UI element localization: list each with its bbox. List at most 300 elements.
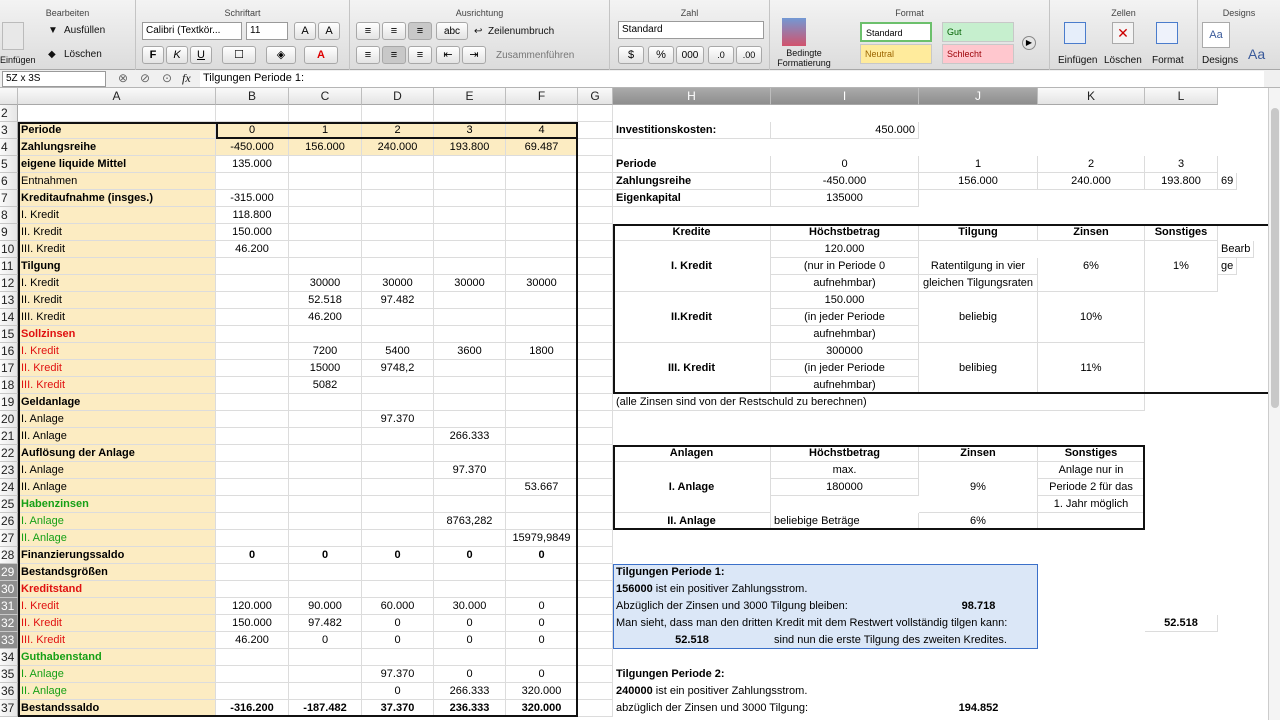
data-cell[interactable]: [362, 224, 434, 241]
data-cell[interactable]: 46.200: [289, 309, 362, 326]
cell-l32[interactable]: 52.518: [1145, 615, 1218, 632]
kredite-header[interactable]: Höchstbetrag: [771, 224, 919, 241]
row-header[interactable]: 33: [0, 632, 18, 649]
row-header[interactable]: 5: [0, 156, 18, 173]
empty-cell[interactable]: [578, 479, 613, 496]
data-cell[interactable]: [434, 360, 506, 377]
hoechstbetrag-note[interactable]: aufnehmbar): [771, 326, 919, 343]
tilgung-line[interactable]: sind nun die erste Tilgung des zweiten Kredites.: [774, 634, 1007, 646]
row-label[interactable]: Bestandssaldo: [18, 700, 216, 717]
data-cell[interactable]: 97.482: [289, 615, 362, 632]
empty-cell[interactable]: [578, 224, 613, 241]
empty-cell[interactable]: [578, 173, 613, 190]
number-format-select[interactable]: Standard: [618, 21, 764, 39]
data-cell[interactable]: 0: [216, 547, 289, 564]
indent-decrease-icon[interactable]: ⇤: [436, 46, 460, 64]
row-label[interactable]: I. Kredit: [18, 598, 216, 615]
data-cell[interactable]: [362, 105, 434, 122]
invest-value[interactable]: 450.000: [771, 122, 919, 139]
data-cell[interactable]: [434, 581, 506, 598]
row-header[interactable]: 21: [0, 428, 18, 445]
vertical-scrollbar[interactable]: [1268, 88, 1280, 720]
data-cell[interactable]: [506, 292, 578, 309]
row-header[interactable]: 32: [0, 615, 18, 632]
data-cell[interactable]: 135.000: [216, 156, 289, 173]
row-label[interactable]: II. Kredit: [18, 615, 216, 632]
row-label[interactable]: II. Anlage: [18, 683, 216, 700]
row-header[interactable]: 10: [0, 241, 18, 258]
periode-cell[interactable]: 3: [1145, 156, 1218, 173]
data-cell[interactable]: [434, 649, 506, 666]
row-label[interactable]: [18, 105, 216, 122]
data-cell[interactable]: [362, 173, 434, 190]
sonstiges[interactable]: Anlage nur in: [1038, 462, 1145, 479]
row-label[interactable]: Guthabenstand: [18, 649, 216, 666]
data-cell[interactable]: -187.482: [289, 700, 362, 717]
data-cell[interactable]: [216, 377, 289, 394]
data-cell[interactable]: [289, 156, 362, 173]
increase-decimal-icon[interactable]: .0: [708, 46, 734, 64]
data-cell[interactable]: [506, 377, 578, 394]
periode-label[interactable]: Periode: [613, 156, 771, 173]
data-cell[interactable]: 120.000: [216, 598, 289, 615]
data-cell[interactable]: 266.333: [434, 683, 506, 700]
empty-cell[interactable]: [578, 241, 613, 258]
row-header[interactable]: 9: [0, 224, 18, 241]
zahlungsreihe-label[interactable]: Zahlungsreihe: [613, 173, 771, 190]
data-cell[interactable]: [362, 241, 434, 258]
empty-cell[interactable]: [578, 326, 613, 343]
row-label[interactable]: Kreditstand: [18, 581, 216, 598]
underline-button[interactable]: U: [190, 46, 212, 64]
data-cell[interactable]: 0: [434, 615, 506, 632]
zahlungsreihe-cell[interactable]: 193.800: [1145, 173, 1218, 190]
row-label[interactable]: I. Kredit: [18, 343, 216, 360]
empty-cell[interactable]: [578, 683, 613, 700]
data-cell[interactable]: 90.000: [289, 598, 362, 615]
row-header[interactable]: 26: [0, 513, 18, 530]
function-wizard-icon[interactable]: ⊙: [162, 71, 173, 85]
column-header[interactable]: L: [1145, 88, 1218, 105]
empty-cell[interactable]: [578, 547, 613, 564]
tilgung-line[interactable]: [613, 683, 1033, 700]
merge-button[interactable]: Zusammenführen: [496, 50, 575, 61]
data-cell[interactable]: [289, 462, 362, 479]
row-label[interactable]: Kreditaufnahme (insges.): [18, 190, 216, 207]
row-header[interactable]: 35: [0, 666, 18, 683]
kredite-header[interactable]: Sonstiges: [1145, 224, 1218, 241]
clear-button[interactable]: Löschen: [64, 49, 102, 60]
data-cell[interactable]: [289, 513, 362, 530]
data-cell[interactable]: [289, 445, 362, 462]
row-header[interactable]: 36: [0, 683, 18, 700]
data-cell[interactable]: 5082: [289, 377, 362, 394]
data-cell[interactable]: [434, 105, 506, 122]
tilgung-title[interactable]: Tilgungen Periode 2:: [616, 668, 725, 680]
wrap-button[interactable]: Zeilenumbruch: [488, 26, 555, 37]
data-cell[interactable]: [289, 411, 362, 428]
data-cell[interactable]: [506, 207, 578, 224]
zinsen[interactable]: 6%: [919, 513, 1038, 530]
column-header[interactable]: C: [289, 88, 362, 105]
bold-button[interactable]: F: [142, 46, 164, 64]
conditional-format-button[interactable]: Bedingte Formatierung: [777, 48, 831, 68]
sonstiges-cut[interactable]: Bearb: [1218, 241, 1254, 258]
tilgung-line[interactable]: abzüglich der Zinsen und 3000 Tilgung:: [616, 702, 809, 714]
row-header[interactable]: 27: [0, 530, 18, 547]
data-cell[interactable]: [289, 428, 362, 445]
align-top-icon[interactable]: ≡: [356, 22, 380, 40]
data-cell[interactable]: [506, 360, 578, 377]
empty-cell[interactable]: [578, 700, 613, 717]
data-cell[interactable]: 53.667: [506, 479, 578, 496]
row-header[interactable]: 4: [0, 139, 18, 156]
data-cell[interactable]: 1800: [506, 343, 578, 360]
data-cell[interactable]: 97.370: [362, 666, 434, 683]
data-cell[interactable]: [506, 411, 578, 428]
empty-cell[interactable]: [578, 411, 613, 428]
data-cell[interactable]: [216, 309, 289, 326]
data-cell[interactable]: [434, 258, 506, 275]
data-cell[interactable]: [216, 683, 289, 700]
hoechstbetrag-note[interactable]: (nur in Periode 0: [771, 258, 919, 275]
data-cell[interactable]: [362, 428, 434, 445]
data-cell[interactable]: [216, 292, 289, 309]
anlagen-header[interactable]: Zinsen: [919, 445, 1038, 462]
row-header[interactable]: 11: [0, 258, 18, 275]
data-cell[interactable]: [289, 105, 362, 122]
row-header[interactable]: 2: [0, 105, 18, 122]
empty-cell[interactable]: [578, 207, 613, 224]
paste-button[interactable]: Einfügen: [0, 55, 36, 65]
periode-cell[interactable]: 0: [771, 156, 919, 173]
zinsen[interactable]: 11%: [1038, 343, 1145, 394]
data-cell[interactable]: 9748,2: [362, 360, 434, 377]
data-cell[interactable]: 150.000: [216, 615, 289, 632]
tilgung-text[interactable]: gleichen Tilgungsraten: [919, 275, 1038, 292]
empty-cell[interactable]: [578, 445, 613, 462]
data-cell[interactable]: [506, 224, 578, 241]
data-cell[interactable]: [506, 105, 578, 122]
anlage-name[interactable]: I. Anlage: [613, 462, 771, 513]
column-header[interactable]: D: [362, 88, 434, 105]
format-cells-button[interactable]: Format: [1152, 55, 1184, 66]
data-cell[interactable]: [434, 445, 506, 462]
invest-label[interactable]: Investitionskosten:: [613, 122, 771, 139]
data-cell[interactable]: 1: [289, 122, 362, 139]
fonts-theme-icon[interactable]: Aa: [1248, 46, 1266, 62]
hoechstbetrag-note[interactable]: (in jeder Periode: [771, 309, 919, 326]
empty-cell[interactable]: [578, 190, 613, 207]
data-cell[interactable]: [289, 683, 362, 700]
data-cell[interactable]: 0: [506, 598, 578, 615]
row-label[interactable]: I. Anlage: [18, 666, 216, 683]
data-cell[interactable]: 5400: [362, 343, 434, 360]
row-label[interactable]: II. Kredit: [18, 360, 216, 377]
data-cell[interactable]: [506, 394, 578, 411]
data-cell[interactable]: [216, 326, 289, 343]
data-cell[interactable]: 320.000: [506, 700, 578, 717]
data-cell[interactable]: 0: [506, 666, 578, 683]
hoechstbetrag[interactable]: 300000: [771, 343, 919, 360]
hoechstbetrag[interactable]: max.: [771, 462, 919, 479]
data-cell[interactable]: -450.000: [216, 139, 289, 156]
empty-cell[interactable]: [578, 122, 613, 139]
data-cell[interactable]: [216, 513, 289, 530]
zahlungsreihe-cell[interactable]: 240.000: [1038, 173, 1145, 190]
more-styles-icon[interactable]: ▶: [1022, 36, 1036, 50]
data-cell[interactable]: [362, 462, 434, 479]
sonstiges[interactable]: 1. Jahr möglich: [1038, 496, 1145, 513]
data-cell[interactable]: [362, 581, 434, 598]
row-label[interactable]: Auflösung der Anlage: [18, 445, 216, 462]
column-header[interactable]: I: [771, 88, 919, 105]
data-cell[interactable]: [289, 394, 362, 411]
data-cell[interactable]: 97.482: [362, 292, 434, 309]
insert-cells-button[interactable]: Einfügen: [1058, 55, 1098, 66]
data-cell[interactable]: [289, 564, 362, 581]
row-header[interactable]: 31: [0, 598, 18, 615]
data-cell[interactable]: [362, 377, 434, 394]
column-header[interactable]: A: [18, 88, 216, 105]
data-cell[interactable]: [434, 377, 506, 394]
row-header[interactable]: 13: [0, 292, 18, 309]
periode-cell[interactable]: 2: [1038, 156, 1145, 173]
data-cell[interactable]: [362, 326, 434, 343]
data-cell[interactable]: [434, 411, 506, 428]
empty-cell[interactable]: [578, 428, 613, 445]
data-cell[interactable]: [506, 156, 578, 173]
data-cell[interactable]: 97.370: [362, 411, 434, 428]
data-cell[interactable]: 60.000: [362, 598, 434, 615]
empty-cell[interactable]: [578, 513, 613, 530]
row-label[interactable]: Sollzinsen: [18, 326, 216, 343]
row-header[interactable]: 34: [0, 649, 18, 666]
data-cell[interactable]: [434, 309, 506, 326]
data-cell[interactable]: [362, 530, 434, 547]
row-header[interactable]: 22: [0, 445, 18, 462]
data-cell[interactable]: [216, 479, 289, 496]
column-header[interactable]: E: [434, 88, 506, 105]
data-cell[interactable]: [506, 649, 578, 666]
empty-cell[interactable]: [578, 360, 613, 377]
row-label[interactable]: II. Kredit: [18, 224, 216, 241]
data-cell[interactable]: [506, 445, 578, 462]
row-header[interactable]: 14: [0, 309, 18, 326]
anlagen-header[interactable]: Anlagen: [613, 445, 771, 462]
column-header[interactable]: F: [506, 88, 578, 105]
column-header[interactable]: J: [919, 88, 1038, 105]
empty-cell[interactable]: [578, 530, 613, 547]
data-cell[interactable]: [289, 173, 362, 190]
data-cell[interactable]: [289, 207, 362, 224]
data-cell[interactable]: -316.200: [216, 700, 289, 717]
data-cell[interactable]: [434, 190, 506, 207]
data-cell[interactable]: 46.200: [216, 632, 289, 649]
empty-cell[interactable]: [578, 309, 613, 326]
data-cell[interactable]: [506, 173, 578, 190]
data-cell[interactable]: [362, 649, 434, 666]
row-label[interactable]: I. Anlage: [18, 411, 216, 428]
row-label[interactable]: II. Anlage: [18, 479, 216, 496]
data-cell[interactable]: 0: [289, 632, 362, 649]
data-cell[interactable]: 266.333: [434, 428, 506, 445]
data-cell[interactable]: 118.800: [216, 207, 289, 224]
column-header[interactable]: H: [613, 88, 771, 105]
empty-cell[interactable]: [578, 275, 613, 292]
tilgung-line[interactable]: Man sieht, dass man den dritten Kredit mit dem Restwert vollständig tilgen kann:: [616, 617, 1008, 629]
name-box[interactable]: 5Z x 3S: [2, 71, 106, 87]
data-cell[interactable]: [289, 581, 362, 598]
row-header[interactable]: 17: [0, 360, 18, 377]
empty-cell[interactable]: [578, 598, 613, 615]
data-cell[interactable]: [362, 564, 434, 581]
row-header[interactable]: 37: [0, 700, 18, 717]
data-cell[interactable]: [506, 513, 578, 530]
data-cell[interactable]: [362, 190, 434, 207]
indent-increase-icon[interactable]: ⇥: [462, 46, 486, 64]
periode-cell[interactable]: 1: [919, 156, 1038, 173]
thousands-button[interactable]: 000: [676, 46, 704, 64]
align-center-icon[interactable]: ≡: [382, 46, 406, 64]
data-cell[interactable]: [434, 394, 506, 411]
empty-cell[interactable]: [578, 156, 613, 173]
tilgung-text[interactable]: belibieg: [919, 343, 1038, 394]
data-cell[interactable]: [289, 479, 362, 496]
data-cell[interactable]: [362, 496, 434, 513]
data-cell[interactable]: [434, 530, 506, 547]
style-neutral[interactable]: Neutral: [860, 44, 932, 64]
data-cell[interactable]: -315.000: [216, 190, 289, 207]
hoechstbetrag-note[interactable]: aufnehmbar): [771, 275, 919, 292]
data-cell[interactable]: [216, 666, 289, 683]
row-label[interactable]: I. Anlage: [18, 462, 216, 479]
empty-cell[interactable]: [578, 343, 613, 360]
row-label[interactable]: Tilgung: [18, 258, 216, 275]
data-cell[interactable]: [434, 173, 506, 190]
hoechstbetrag-note[interactable]: (in jeder Periode: [771, 360, 919, 377]
empty-cell[interactable]: [578, 292, 613, 309]
data-cell[interactable]: [216, 530, 289, 547]
row-header[interactable]: 8: [0, 207, 18, 224]
font-color-button[interactable]: A: [304, 46, 338, 64]
column-header[interactable]: B: [216, 88, 289, 105]
data-cell[interactable]: [216, 173, 289, 190]
data-cell[interactable]: [289, 241, 362, 258]
row-header[interactable]: 19: [0, 394, 18, 411]
data-cell[interactable]: [289, 666, 362, 683]
align-right-icon[interactable]: ≡: [408, 46, 432, 64]
currency-icon[interactable]: $: [618, 46, 644, 64]
scrollbar-thumb[interactable]: [1271, 108, 1279, 408]
data-cell[interactable]: 2: [362, 122, 434, 139]
data-cell[interactable]: [216, 649, 289, 666]
decrease-decimal-icon[interactable]: .00: [736, 46, 762, 64]
shrink-font-button[interactable]: A: [318, 22, 340, 40]
footnote[interactable]: (alle Zinsen sind von der Restschuld zu berechnen): [613, 394, 1145, 411]
data-cell[interactable]: 3: [434, 122, 506, 139]
sonstiges-cut[interactable]: ge: [1218, 258, 1237, 275]
row-label[interactable]: Finanzierungssaldo: [18, 547, 216, 564]
zahlungsreihe-cell[interactable]: 69: [1218, 173, 1237, 190]
hoechstbetrag[interactable]: 150.000: [771, 292, 919, 309]
data-cell[interactable]: 37.370: [362, 700, 434, 717]
data-cell[interactable]: [434, 326, 506, 343]
data-cell[interactable]: 15000: [289, 360, 362, 377]
hoechstbetrag[interactable]: beliebige Beträge: [771, 513, 919, 530]
data-cell[interactable]: 52.518: [289, 292, 362, 309]
row-label[interactable]: I. Kredit: [18, 275, 216, 292]
anlagen-header[interactable]: Höchstbetrag: [771, 445, 919, 462]
data-cell[interactable]: [506, 258, 578, 275]
data-cell[interactable]: [434, 207, 506, 224]
empty-cell[interactable]: [578, 139, 613, 156]
row-label[interactable]: Zahlungsreihe: [18, 139, 216, 156]
themes-icon[interactable]: Aa: [1202, 22, 1230, 48]
zinsen[interactable]: 6%: [1038, 241, 1145, 292]
select-all-corner[interactable]: [0, 88, 18, 105]
data-cell[interactable]: 46.200: [216, 241, 289, 258]
eigenkapital-label[interactable]: Eigenkapital: [613, 190, 771, 207]
sonstiges[interactable]: Periode 2 für das: [1038, 479, 1145, 496]
data-cell[interactable]: [216, 581, 289, 598]
orientation-button[interactable]: abc: [436, 22, 468, 40]
data-cell[interactable]: [434, 292, 506, 309]
data-cell[interactable]: [216, 411, 289, 428]
row-header[interactable]: 29: [0, 564, 18, 581]
row-header[interactable]: 15: [0, 326, 18, 343]
confirm-icon[interactable]: ⊘: [140, 71, 151, 85]
row-header[interactable]: 24: [0, 479, 18, 496]
data-cell[interactable]: 0: [362, 615, 434, 632]
anlagen-header[interactable]: Sonstiges: [1038, 445, 1145, 462]
kredite-header[interactable]: Tilgung: [919, 224, 1038, 241]
data-cell[interactable]: 0: [289, 547, 362, 564]
data-cell[interactable]: [289, 190, 362, 207]
data-cell[interactable]: 4: [506, 122, 578, 139]
data-cell[interactable]: [216, 496, 289, 513]
empty-cell[interactable]: [578, 666, 613, 683]
zahlungsreihe-cell[interactable]: 156.000: [919, 173, 1038, 190]
kredite-header[interactable]: Kredite: [613, 224, 771, 241]
hoechstbetrag-note[interactable]: aufnehmbar): [771, 377, 919, 394]
data-cell[interactable]: [289, 258, 362, 275]
data-cell[interactable]: [289, 224, 362, 241]
style-schlecht[interactable]: Schlecht: [942, 44, 1014, 64]
empty-cell[interactable]: [578, 564, 613, 581]
data-cell[interactable]: 240.000: [362, 139, 434, 156]
data-cell[interactable]: 320.000: [506, 683, 578, 700]
tilgung-value[interactable]: 194.852: [958, 702, 999, 714]
data-cell[interactable]: [434, 156, 506, 173]
tilgung-title[interactable]: Tilgungen Periode 1:: [616, 566, 725, 578]
tilgung-line[interactable]: Abzüglich der Zinsen und 3000 Tilgung bleiben:: [616, 600, 848, 612]
row-label[interactable]: II. Anlage: [18, 428, 216, 445]
data-cell[interactable]: [362, 207, 434, 224]
fill-button[interactable]: Ausfüllen: [64, 25, 106, 36]
data-cell[interactable]: 30000: [434, 275, 506, 292]
row-label[interactable]: Periode: [18, 122, 216, 139]
tilgung-text[interactable]: Ratentilgung in vier: [919, 258, 1038, 275]
data-cell[interactable]: [434, 479, 506, 496]
data-cell[interactable]: [216, 258, 289, 275]
data-cell[interactable]: [362, 445, 434, 462]
data-cell[interactable]: 0: [434, 666, 506, 683]
empty-cell[interactable]: [578, 105, 613, 122]
percent-button[interactable]: %: [648, 46, 674, 64]
formula-input[interactable]: Tilgungen Periode 1:: [200, 71, 1264, 87]
data-cell[interactable]: 30.000: [434, 598, 506, 615]
